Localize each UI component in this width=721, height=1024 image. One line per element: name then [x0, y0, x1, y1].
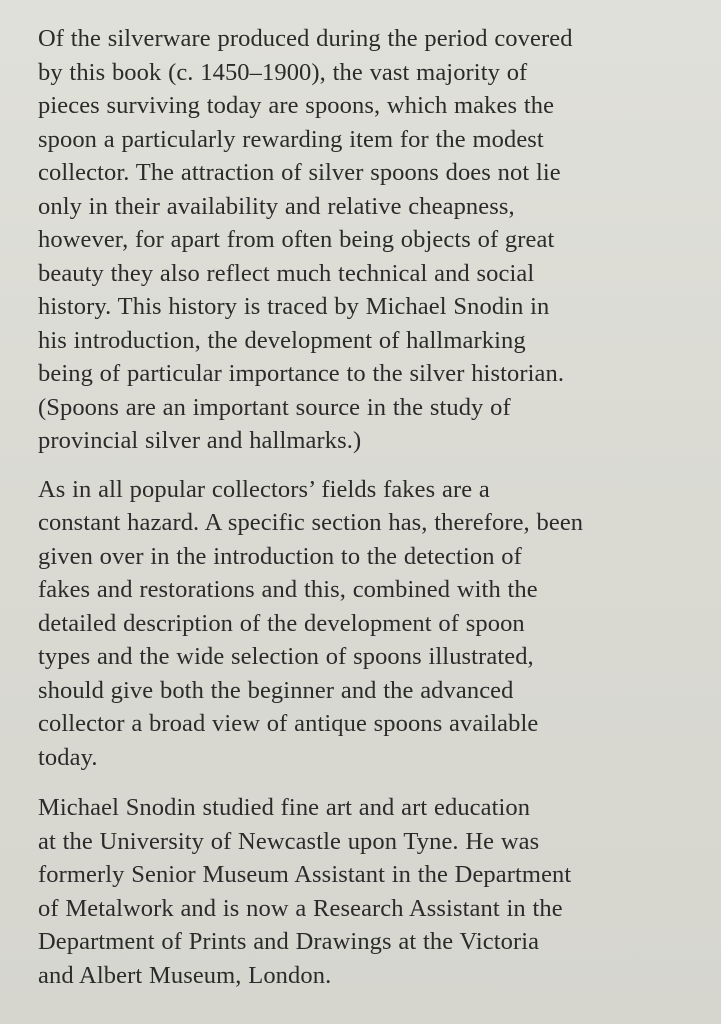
text-line: provincial silver and hallmarks.) — [38, 427, 362, 454]
text-line: at the University of Newcastle upon Tyne. He was — [38, 827, 540, 855]
text-line: being of particular importance to the silver historian. — [38, 360, 565, 387]
text-line: fakes and restorations and this, combined with the — [38, 576, 538, 603]
text-line: (Spoons are an important source in the study of — [38, 393, 511, 421]
text-line: types and the wide selection of spoons illustrated, — [38, 643, 534, 670]
text-line: detailed description of the development of spoon — [38, 609, 525, 637]
text-line: however, for apart from often being objects of great — [38, 226, 555, 253]
text-line: Michael Snodin studied fine art and art education — [38, 794, 531, 821]
text-line: should give both the beginner and the advanced — [38, 676, 514, 704]
text-line: formerly Senior Museum Assistant in the Department — [38, 861, 572, 888]
paragraph-book-description — [38, 22, 697, 458]
paragraph-author-bio — [38, 791, 697, 992]
text-line: collector a broad view of antique spoons available — [38, 710, 539, 737]
text-line: beauty they also reflect much technical and social — [38, 259, 535, 287]
text-line: by this book (c. 1450–1900), the vast majority of — [38, 58, 528, 86]
text-line: given over in the introduction to the detection of — [38, 542, 522, 570]
text-line: As in all popular collectors’ fields fakes are a — [38, 475, 490, 503]
text-line: pieces surviving today are spoons, which makes the — [38, 92, 555, 119]
text-line: and Albert Museum, London. — [38, 961, 332, 989]
text-line: spoon a particularly rewarding item for the modest — [38, 125, 544, 153]
paragraph-fakes-section — [38, 473, 697, 775]
text-line: history. This history is traced by Michael Snodin in — [38, 293, 550, 320]
text-line: today. — [38, 743, 98, 771]
text-line: his introduction, the development of hallmarking — [38, 326, 526, 354]
text-line: only in their availability and relative cheapness, — [38, 192, 515, 220]
text-line: of Metalwork and is now a Research Assistant in the — [38, 894, 563, 922]
text-line: Department of Prints and Drawings at the Victoria — [38, 928, 540, 955]
text-line: collector. The attraction of silver spoons does not lie — [38, 159, 561, 186]
text-line: constant hazard. A specific section has, therefore, been — [38, 509, 584, 536]
text-line: Of the silverware produced during the period covered — [38, 25, 573, 52]
